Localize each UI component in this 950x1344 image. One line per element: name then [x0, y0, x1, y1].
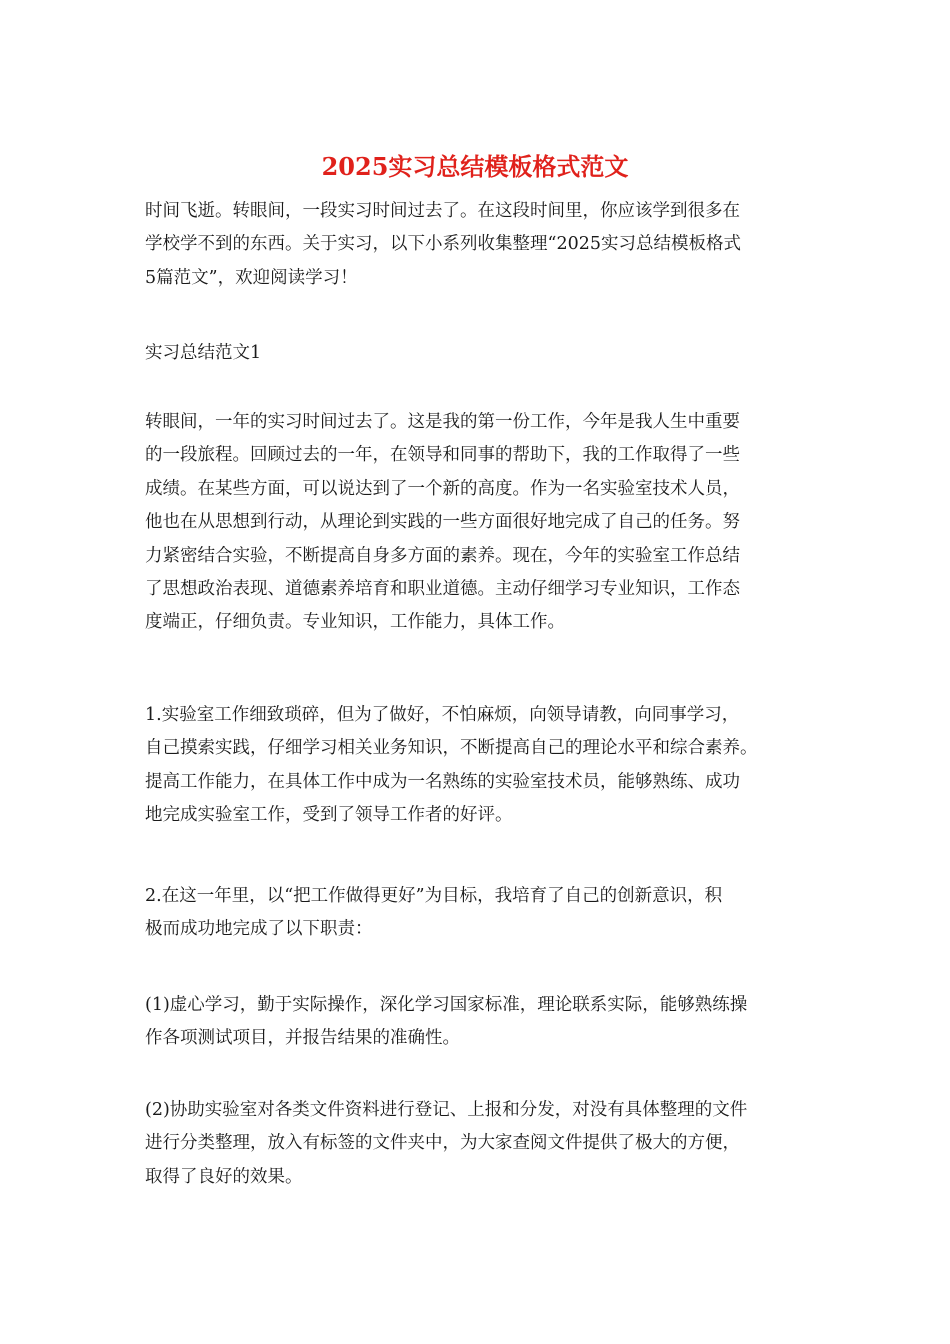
body-paragraph-2	[145, 699, 810, 833]
paragraph-line: 2.在这一年里，以“把工作做得更好”为目标，我培育了自己的创新意识，积	[145, 886, 723, 906]
body-paragraph-3	[145, 880, 810, 947]
paragraph-line: (2)协助实验室对各类文件资料进行登记、上报和分发，对没有具体整理的文件	[145, 1100, 748, 1120]
paragraph-line: (1)虚心学习，勤于实际操作，深化学习国家标准，理论联系实际，能够熟练操	[145, 995, 748, 1015]
paragraph-line: 作各项测试项目，并报告结果的准确性。	[145, 1028, 460, 1049]
section-heading	[145, 337, 810, 370]
intro-line: 时间飞逝。转眼间，一段实习时间过去了。在这段时间里，你应该学到很多在	[145, 201, 740, 221]
body-paragraph-1	[145, 406, 810, 640]
paragraph-line: 取得了良好的效果。	[145, 1166, 303, 1187]
intro-line: 5篇范文”，欢迎阅读学习！	[145, 267, 358, 288]
intro-line: 学校学不到的东西。关于实习，以下小系列收集整理“2025实习总结模板格式	[145, 234, 741, 255]
paragraph-line: 1.实验室工作细致琐碎，但为了做好，不怕麻烦，向领导请教，向同事学习，	[145, 705, 740, 725]
paragraph-line: 的一段旅程。回顾过去的一年，在领导和同事的帮助下，我的工作取得了一些	[145, 445, 740, 466]
document-title: 2025实习总结模板格式范文	[321, 152, 629, 181]
paragraph-line: 自己摸索实践，仔细学习相关业务知识，不断提高自己的理论水平和综合素养。	[145, 738, 758, 759]
paragraph-line: 他也在从思想到行动，从理论到实践的一些方面很好地完成了自己的任务。努	[145, 512, 740, 533]
paragraph-line: 极而成功地完成了以下职责：	[145, 919, 373, 940]
paragraph-line: 度端正，仔细负责。专业知识，工作能力，具体工作。	[145, 612, 565, 633]
paragraph-line: 成绩。在某些方面，可以说达到了一个新的高度。作为一名实验室技术人员，	[145, 478, 740, 499]
intro-paragraph	[145, 195, 810, 295]
section-heading-text: 实习总结范文1	[145, 343, 262, 363]
paragraph-line: 进行分类整理，放入有标签的文件夹中，为大家查阅文件提供了极大的方便，	[145, 1133, 740, 1154]
paragraph-line: 力紧密结合实验，不断提高自身多方面的素养。现在，今年的实验室工作总结	[145, 545, 740, 566]
paragraph-line: 提高工作能力，在具体工作中成为一名熟练的实验室技术员，能够熟练、成功	[145, 771, 740, 792]
paragraph-line: 地完成实验室工作，受到了领导工作者的好评。	[145, 805, 513, 826]
body-paragraph-4	[145, 989, 810, 1056]
paragraph-line: 转眼间，一年的实习时间过去了。这是我的第一份工作，今年是我人生中重要	[145, 412, 740, 432]
paragraph-line: 了思想政治表现、道德素养培育和职业道德。主动仔细学习专业知识，工作态	[145, 578, 740, 599]
body-paragraph-5	[145, 1094, 810, 1194]
